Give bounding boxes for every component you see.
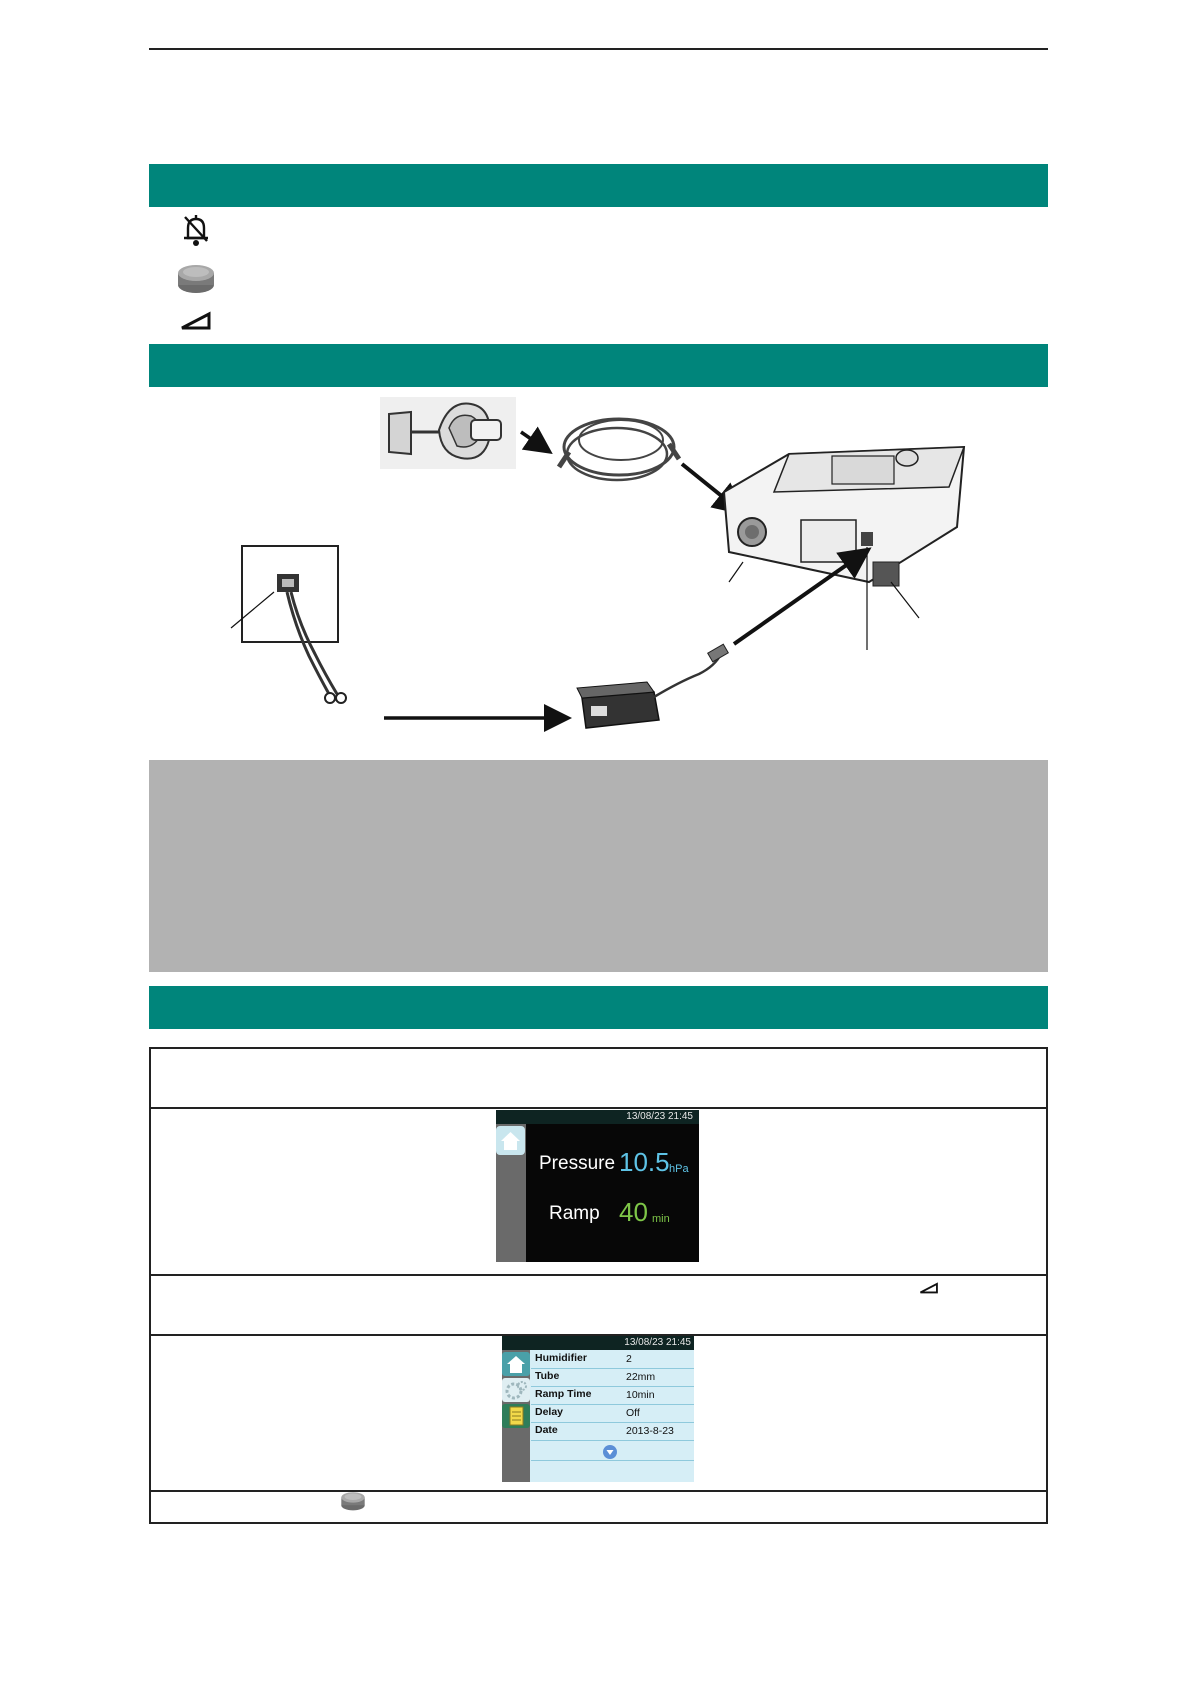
table-row-divider [151, 1107, 1046, 1109]
settings-row-humidifier[interactable] [531, 1351, 694, 1369]
knob-button-icon [340, 1488, 366, 1512]
status-bar [502, 1336, 694, 1350]
section-bar-operation [149, 986, 1048, 1029]
mask-illustration [380, 397, 516, 469]
settings-row-delay[interactable] [531, 1405, 694, 1423]
alarm-mute-icon [176, 212, 216, 248]
setting-name: Tube [535, 1370, 560, 1382]
settings-row-ramp-time[interactable] [531, 1387, 694, 1405]
list-divider [531, 1460, 694, 1461]
wall-socket-illustration [231, 546, 346, 703]
scroll-down-icon [603, 1445, 617, 1459]
device-screen-main [496, 1110, 699, 1262]
table-row-divider [151, 1274, 1046, 1276]
report-icon [502, 1404, 530, 1428]
setting-name: Date [535, 1424, 558, 1436]
report-tab[interactable] [502, 1404, 530, 1428]
settings-tab[interactable] [502, 1378, 530, 1402]
pressure-value: 10.5 [619, 1147, 670, 1177]
ramp-label: Ramp [549, 1203, 600, 1224]
ramp-icon [176, 306, 216, 342]
connection-diagram [149, 392, 1048, 752]
setting-name: Delay [535, 1406, 564, 1418]
home-icon [502, 1352, 530, 1376]
device-screen-settings [502, 1336, 694, 1482]
section-bar-setup [149, 344, 1048, 387]
setting-value: 2013-8-23 [626, 1425, 674, 1437]
home-tab[interactable] [502, 1352, 530, 1376]
note-panel [149, 760, 1048, 972]
pressure-label: Pressure [539, 1153, 616, 1174]
settings-row-date[interactable] [531, 1423, 694, 1441]
scroll-down-button[interactable] [603, 1445, 617, 1459]
ramp-unit: min [652, 1213, 670, 1225]
settings-icon [502, 1378, 530, 1402]
setting-value: 2 [626, 1353, 632, 1365]
home-icon [496, 1126, 525, 1155]
page-top-rule [149, 48, 1048, 50]
setting-value: 10min [626, 1389, 655, 1401]
section-bar-controls [149, 164, 1048, 207]
settings-row-tube[interactable] [531, 1369, 694, 1387]
table-row-divider [151, 1490, 1046, 1492]
status-time: 13/08/23 21:45 [626, 1111, 693, 1122]
knob-button-icon [176, 259, 216, 295]
home-tab[interactable] [496, 1126, 525, 1155]
ramp-value: 40 [619, 1197, 648, 1227]
setting-name: Humidifier [535, 1352, 587, 1364]
setting-value: 22mm [626, 1371, 656, 1383]
air-tube-illustration [559, 419, 679, 480]
status-time: 13/08/23 21:45 [624, 1337, 691, 1348]
status-bar [496, 1110, 699, 1124]
setting-value: Off [626, 1407, 640, 1419]
ramp-icon [914, 1279, 944, 1301]
setting-name: Ramp Time [535, 1388, 592, 1400]
power-adapter-illustration [577, 644, 728, 728]
pressure-unit: hPa [669, 1163, 689, 1175]
